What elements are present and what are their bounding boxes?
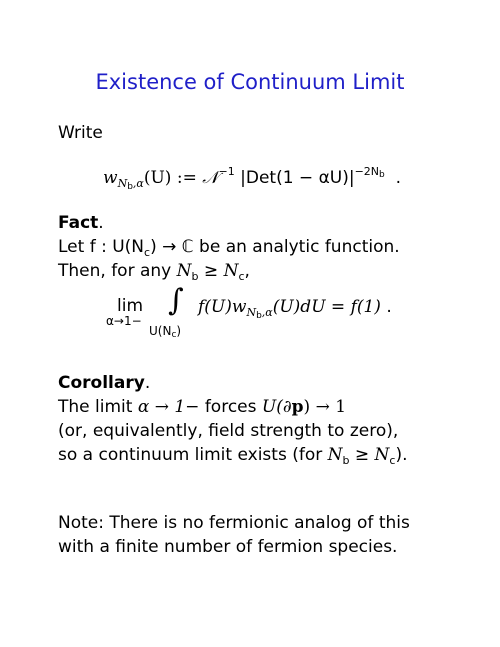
corollary-p: p bbox=[291, 397, 304, 417]
det-exponent-b: b bbox=[379, 170, 385, 180]
integral-domain-text: U(N bbox=[149, 324, 172, 338]
corollary-N1-b: b bbox=[342, 454, 350, 467]
inverse-exponent: −1 bbox=[218, 165, 235, 178]
w-arg: (U) := bbox=[143, 168, 197, 188]
corollary-ge: ≥ bbox=[349, 445, 375, 465]
integral-domain-c: c bbox=[171, 330, 177, 340]
note-line-1: Note: There is no fermionic analog of this bbox=[58, 513, 410, 533]
corollary-heading-text: Corollary bbox=[58, 373, 145, 393]
limit-equation bbox=[0, 283, 500, 346]
fact-line-1-c: c bbox=[144, 246, 151, 259]
lim-subscript: α→1− bbox=[106, 314, 142, 328]
int-w-sub-alpha: ,α bbox=[261, 306, 273, 319]
definition-period: . bbox=[395, 168, 401, 188]
int-w-sub-N: N bbox=[246, 306, 257, 319]
corollary-line-1-a: The limit bbox=[58, 397, 138, 417]
w-sub-b: b bbox=[127, 182, 133, 192]
corollary-heading-dot: . bbox=[144, 373, 151, 393]
integrand-f: f(U)w bbox=[198, 297, 247, 317]
lim-text: lim bbox=[117, 296, 144, 316]
fact-heading-text: Fact bbox=[58, 213, 99, 233]
corollary-U: U(∂ bbox=[261, 397, 292, 417]
slide-title: Existence of Continuum Limit bbox=[95, 70, 405, 94]
definition-equation bbox=[103, 160, 401, 199]
corollary-alpha: α → 1− bbox=[137, 397, 200, 417]
note-line-2: with a finite number of fermion species. bbox=[58, 537, 398, 557]
write-label: Write bbox=[58, 123, 103, 143]
corollary-heading bbox=[58, 371, 150, 395]
fact-comma: , bbox=[244, 261, 250, 281]
corollary-line-2: (or, equivalently, field strength to zero), bbox=[58, 421, 399, 441]
corollary-line-3-a: so a continuum limit exists (for bbox=[58, 445, 328, 465]
fact-heading bbox=[58, 211, 104, 235]
normalization-symbol: 𝒩 bbox=[202, 168, 219, 188]
fact-line-1-rest: ) → ℂ be an analytic function. bbox=[150, 237, 400, 257]
fact-N2-c: c bbox=[238, 270, 245, 283]
integrand-rest: (U)dU = f(1) bbox=[272, 297, 381, 317]
corollary-U2: ) → 1 bbox=[303, 397, 347, 417]
corollary-line-1 bbox=[58, 395, 346, 419]
integrand bbox=[198, 295, 392, 328]
corollary-N1: N bbox=[327, 445, 343, 465]
corollary-close: ). bbox=[395, 445, 408, 465]
integral-domain-close: ) bbox=[176, 324, 182, 338]
fact-line-2 bbox=[58, 259, 250, 289]
integral-domain bbox=[149, 324, 181, 340]
corollary-line-1-b: forces bbox=[199, 397, 262, 417]
fact-line-1-a: Let f : U(N bbox=[58, 237, 145, 257]
corollary-N2-c: c bbox=[389, 454, 396, 467]
fact-line-2-a: Then, for any bbox=[58, 261, 177, 281]
fact-ge: ≥ bbox=[198, 261, 224, 281]
det-exponent: −2N bbox=[354, 165, 380, 178]
fact-N2: N bbox=[223, 261, 239, 281]
w-sub-N: N bbox=[117, 177, 128, 190]
fact-N1-b: b bbox=[191, 270, 199, 283]
int-w-sub-b: b bbox=[256, 311, 262, 321]
integral-sign: ∫ bbox=[168, 283, 184, 318]
fact-heading-dot: . bbox=[98, 213, 104, 233]
corollary-N2: N bbox=[374, 445, 390, 465]
limit-period: . bbox=[386, 297, 392, 317]
w-symbol: w bbox=[103, 168, 118, 188]
det-expression: |Det(1 − αU)| bbox=[240, 168, 355, 188]
fact-N1: N bbox=[176, 261, 192, 281]
w-sub-alpha: ,α bbox=[132, 177, 144, 190]
corollary-line-3 bbox=[58, 443, 408, 473]
